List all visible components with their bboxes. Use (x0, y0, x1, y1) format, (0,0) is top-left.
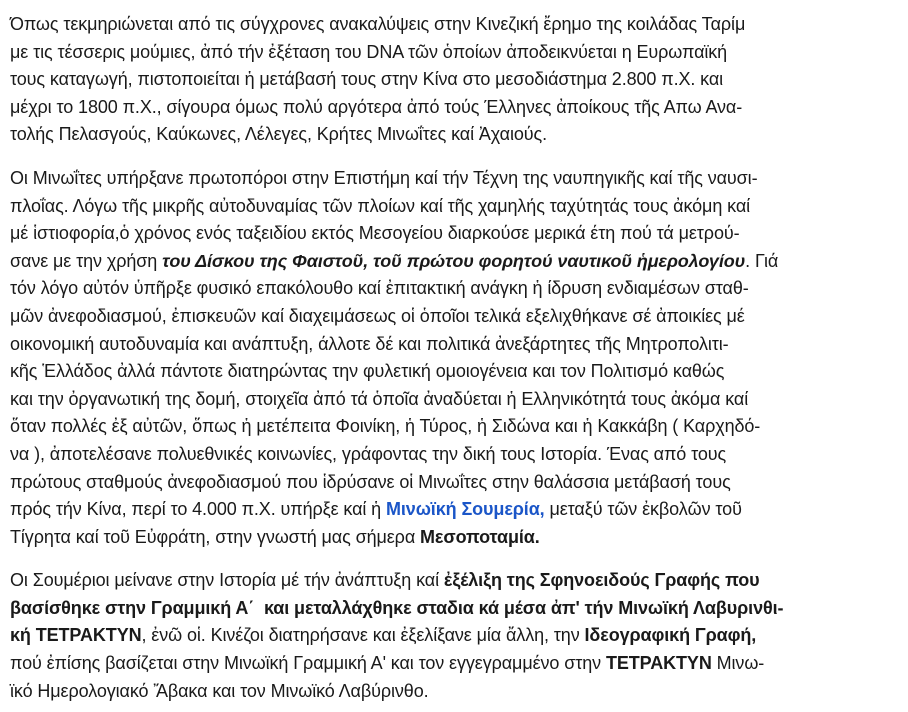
text-run: πού ἐπίσης βασίζεται στην Μινωϊκή Γραμμική Α' και τον εγγεγραμμένο στην (10, 653, 606, 674)
paragraph-sumerians-script (10, 567, 900, 705)
text-run: μῶν ἀνεφοδιασμού, ἐπισκευῶν καί διαχειμάσεως οἱ ὁποῖοι τελικά εξελιχθήκανε σέ ἀποικίες μέ (10, 305, 745, 326)
link-minoan-sumeria[interactable]: Μινωϊκή Σουμερία, (386, 499, 545, 520)
text-run: Οι Σουμέριοι μείνανε στην Ιστορία μέ τήν ἀνάπτυξη καί (10, 570, 444, 591)
text-run: μέχρι το 1800 π.Χ., σίγουρα όμως πολύ αργότερα ἀπό τούς Έλληνες ἀποίκους τῆς Απω Ανα- (10, 96, 743, 117)
text-run: πρός τήν Κίνα, περί το 4.000 π.Χ. υπήρξε καί ἡ (10, 499, 386, 520)
text-run: μεταξύ τῶν ἐκβολῶν τοῦ (544, 499, 742, 520)
paragraph-minoan-seafaring (10, 165, 900, 551)
paragraph-tarim-mummies (10, 11, 900, 149)
text-run: μέ ἱστιοφορία,ὁ χρόνος ενός ταξειδίου εκτός Μεσογείου διαρκούσε μερικά έτη πού τά μετρού- (10, 223, 740, 244)
text-run: . Γιά (745, 250, 779, 271)
text-run: κῆς Ἑλλάδος ἀλλά πάντοτε διατηρώντας την φυλετική ομοιογένεια και τον Πολιτισμό καθώς (10, 361, 725, 382)
text-run: ϊκό Ημερολογιακό Ἄβακα και τον Μινωϊκό Λαβύρινθο. (10, 680, 429, 701)
text-run: Μεσοποταμία. (420, 526, 540, 547)
text-run: βασίσθηκε στην Γραμμική Α΄ και μεταλλάχθηκε σταδια κά μέσα ἀπ' τήν Μινωϊκή Λαβυρινθι- (10, 597, 784, 618)
text-run: Μινω- (711, 653, 765, 674)
text-run: τόν λόγο αὐτόν ὑπῆρξε φυσικό επακόλουθο καί ἐπιτακτική ανάγκη ἡ ίδρυση ενδιαμέσων σταθ- (10, 278, 749, 299)
text-run: πρώτους σταθμούς ἀνεφοδιασμού που ἱδρύσανε οἱ Μινωΐτες στην θαλάσσια μετάβασή τους (10, 471, 731, 492)
text-run: Ιδεογραφική Γραφή, (584, 625, 757, 646)
text-run: του Δίσκου της Φαιστοῦ, τοῦ πρώτου φορητού ναυτικοῦ ἡμερολογίου (162, 250, 746, 271)
text-run: ὅταν πολλές ἐξ αὐτῶν, ὅπως ἡ μετέπειτα Φοινίκη, ἡ Τύρος, ἡ Σιδώνα και ἡ Κακκάβη ( Καρχηδό- (10, 416, 761, 437)
text-run: τολής Πελασγούς, Καύκωνες, Λέλεγες, Κρήτες Μινωΐτες καί Ἀχαιούς. (10, 124, 547, 145)
text-run: με τις τέσσερις μούμιες, ἀπό τήν ἐξέταση του DNA τῶν ὁποίων ἀποδεικνύεται η Ευρωπαϊκή (10, 41, 728, 62)
text-run: πλοΐας. Λόγω τῆς μικρῆς αὐτοδυναμίας τῶν πλοίων καί τῆς χαμηλής ταχύτητάς τους ἀκόμη καί (10, 195, 751, 216)
text-run: σανε με την χρήση (10, 250, 163, 271)
text-run: Οι Μινωΐτες υπήρξανε πρωτοπόροι στην Επιστήμη καί τήν Τέχνη της ναυπηγικῆς καί τῆς ναυσι- (10, 167, 758, 188)
text-run: ἐξέλιξη της Σφηνοειδούς Γραφής που (443, 570, 760, 591)
text-run: να ), ἀποτελέσανε πολυεθνικές κοινωνίες, γράφοντας την δική τους Ιστορία. Ένας από τους (10, 443, 727, 464)
text-run: , ἐνῶ οἱ. Κινέζοι διατηρήσανε και ἐξελίξανε μία ἄλλη, την (141, 625, 585, 646)
text-run: Τίγρητα καί τοῦ Εὐφράτη, στην γνωστή μας σήμερα (10, 526, 421, 547)
text-run: Όπως τεκμηριώνεται από τις σύγχρονες ανακαλύψεις στην Κινεζική ἔρημο της κοιλάδας Ταρίμ (10, 14, 746, 34)
text-run: κή ΤΕΤΡΑΚΤΥΝ (10, 625, 142, 646)
text-run: οικονομική αυτοδυναμία και ανάπτυξη, άλλοτε δέ και πολιτικά ἀνεξάρτητες τῆς Μητροπολιτι- (10, 333, 729, 354)
text-run: ΤΕΤΡΑΚΤΥΝ (605, 653, 712, 674)
text-run: και την ὀργανωτική της δομή, στοιχεῖα ἀπό τά ὁποῖα ἀναδύεται ἡ Ελληνικότητά τους ἀκόμα καί (10, 388, 749, 409)
text-run: τους καταγωγή, πιστοποιείται ἡ μετάβασή τους στην Κίνα στο μεσοδιάστημα 2.800 π.Χ. και (10, 69, 724, 90)
